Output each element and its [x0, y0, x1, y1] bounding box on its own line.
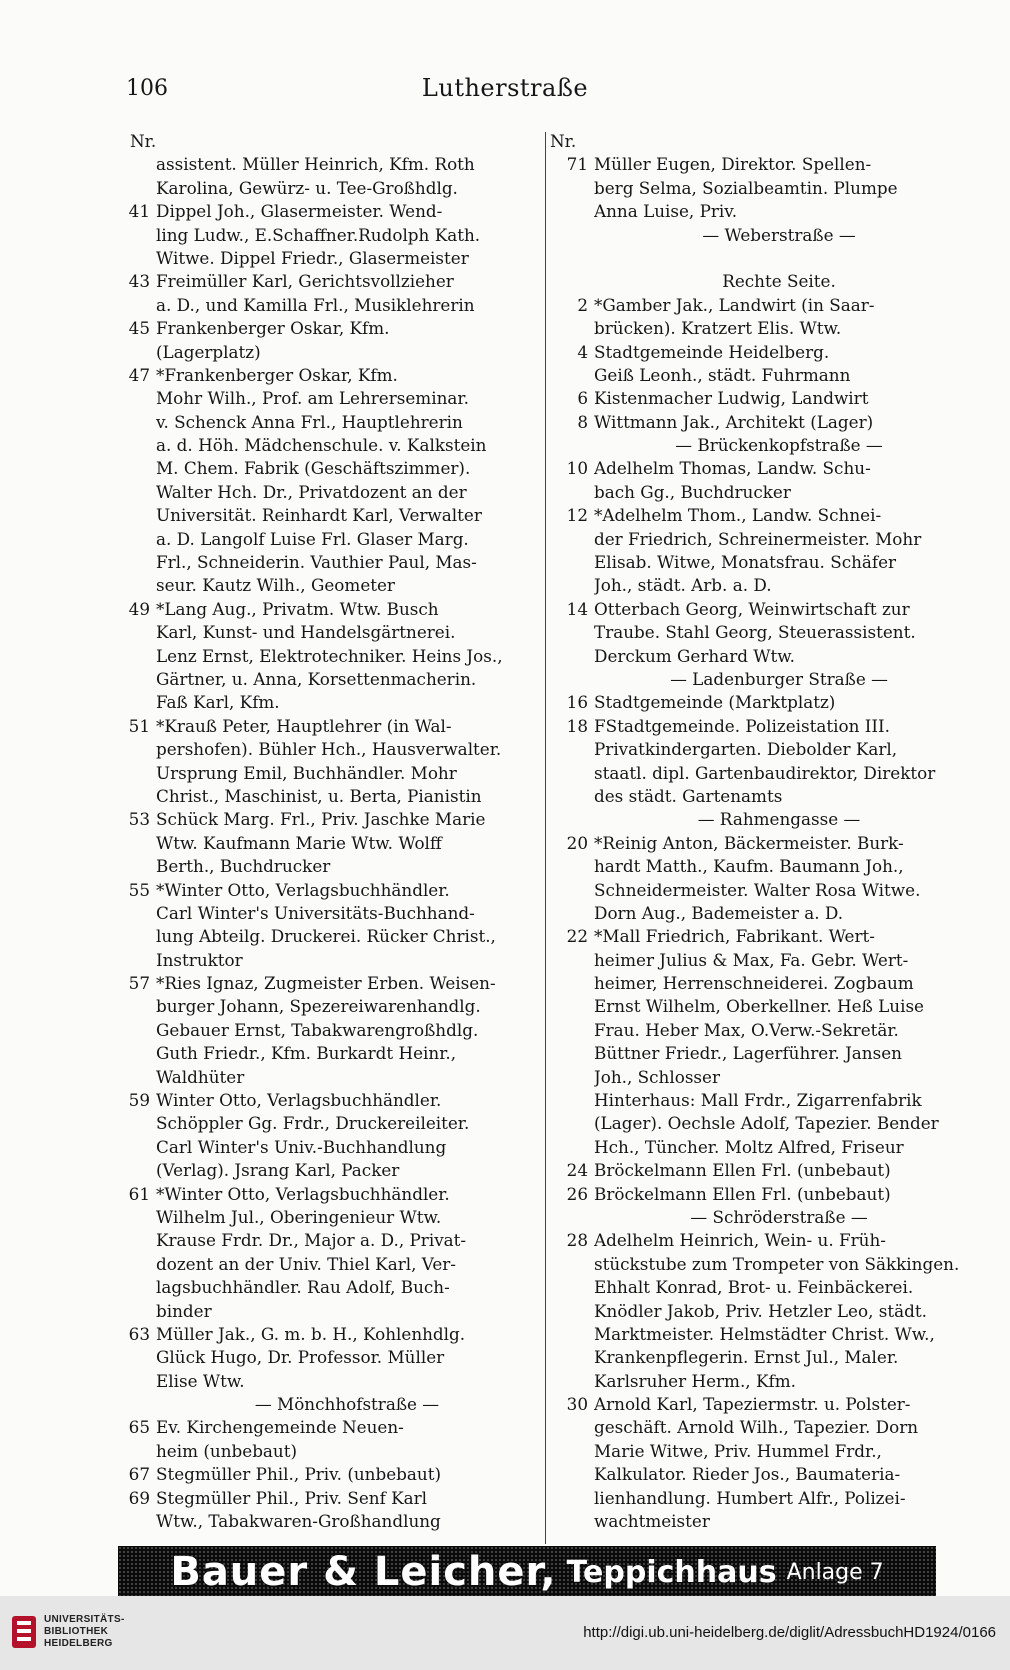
directory-row	[116, 1346, 538, 1369]
entry-text: Bröckelmann Ellen Frl. (unbebaut)	[594, 1160, 891, 1181]
directory-row	[550, 1393, 964, 1416]
entry-text: *Winter Otto, Verlagsbuchhändler.	[156, 1183, 450, 1204]
advertisement-banner	[118, 1546, 936, 1598]
directory-row	[550, 1346, 964, 1369]
entry-text: Ehhalt Konrad, Brot- u. Feinbäckerei.	[594, 1277, 914, 1298]
entry-text: Krankenpflegerin. Ernst Jul., Maler.	[594, 1347, 899, 1368]
directory-row	[550, 387, 964, 410]
directory-row	[116, 879, 538, 902]
entry-text: Karolina, Gewürz- u. Tee-Großhdlg.	[156, 177, 458, 198]
entry-text: Müller Jak., G. m. b. H., Kohlenhdlg.	[156, 1323, 466, 1344]
directory-row	[550, 1229, 964, 1252]
entry-text: Schöppler Gg. Frdr., Druckereileiter.	[156, 1113, 470, 1134]
directory-row	[550, 574, 964, 597]
directory-row	[550, 1159, 964, 1182]
directory-row	[550, 551, 964, 574]
directory-row	[550, 247, 964, 270]
street-heading	[116, 1393, 538, 1416]
entry-text: *Frankenberger Oskar, Kfm.	[156, 364, 398, 385]
directory-row	[116, 1463, 538, 1486]
entry-text: Hinterhaus: Mall Frdr., Zigarrenfabrik	[594, 1090, 922, 1111]
house-number: 12	[566, 505, 588, 526]
entry-text: Carl Winter's Univ.-Buchhandlung	[156, 1136, 447, 1157]
directory-row	[116, 200, 538, 223]
entry-text: Guth Friedr., Kfm. Burkardt Heinr.,	[156, 1043, 457, 1064]
entry-text: — Mönchhofstraße —	[254, 1394, 440, 1415]
entry-text: Elisab. Witwe, Monatsfrau. Schäfer	[594, 552, 897, 573]
permalink-url[interactable]: http://digi.ub.uni-heidelberg.de/diglit/AdressbuchHD1924/0166	[583, 1624, 996, 1641]
house-number: 20	[566, 832, 588, 853]
entry-text: burger Johann, Spezereiwarenhandlg.	[156, 996, 481, 1017]
university-library-logo-icon	[10, 1612, 38, 1652]
house-number: 10	[566, 458, 588, 479]
directory-row	[116, 668, 538, 691]
entry-text: Ernst Wilhelm, Oberkellner. Heß Luise	[594, 996, 924, 1017]
entry-text: Gärtner, u. Anna, Korsettenmacherin.	[156, 668, 477, 689]
directory-row	[550, 1463, 964, 1486]
house-number: 49	[128, 598, 150, 619]
house-number: 55	[128, 879, 150, 900]
directory-row	[550, 925, 964, 948]
directory-row	[116, 738, 538, 761]
entry-text: *Krauß Peter, Hauptlehrer (in Wal-	[156, 715, 452, 736]
entry-text: Privatkindergarten. Diebolder Karl,	[594, 739, 898, 760]
entry-text: v. Schenck Anna Frl., Hauptlehrerin	[156, 411, 463, 432]
entry-text: Lenz Ernst, Elektrotechniker. Heins Jos.,	[156, 645, 503, 666]
entry-text: Joh., Schlosser	[594, 1066, 720, 1087]
directory-row	[116, 902, 538, 925]
entry-text: des städt. Gartenamts	[594, 785, 783, 806]
entry-text: Stegmüller Phil., Priv. Senf Karl	[156, 1487, 428, 1508]
directory-row	[116, 1510, 538, 1533]
entry-text: Knödler Jakob, Priv. Hetzler Leo, städt.	[594, 1300, 927, 1321]
entry-text: Universität. Reinhardt Karl, Verwalter	[156, 505, 482, 526]
directory-row	[550, 598, 964, 621]
entry-text: Traube. Stahl Georg, Steuerassistent.	[594, 622, 916, 643]
entry-text: bach Gg., Buchdrucker	[594, 481, 791, 502]
directory-row	[116, 832, 538, 855]
directory-row	[116, 598, 538, 621]
entry-text: *Adelhelm Thom., Landw. Schnei-	[594, 505, 882, 526]
directory-row	[116, 247, 538, 270]
entry-text: — Rahmengasse —	[697, 809, 861, 830]
entry-text: Joh., städt. Arb. a. D.	[594, 575, 772, 596]
directory-row	[116, 1089, 538, 1112]
column-header	[116, 130, 538, 153]
entry-text: wachtmeister	[594, 1511, 710, 1532]
directory-row	[116, 995, 538, 1018]
entry-text: hardt Matth., Kaufm. Baumann Joh.,	[594, 856, 904, 877]
column-header	[550, 130, 964, 153]
house-number: 43	[128, 271, 150, 292]
directory-row	[550, 504, 964, 527]
directory-row	[116, 621, 538, 644]
entry-text: Faß Karl, Kfm.	[156, 692, 280, 713]
house-number: 4	[577, 341, 588, 362]
directory-row	[116, 1066, 538, 1089]
house-number: 51	[128, 715, 150, 736]
entry-text: Witwe. Dippel Friedr., Glasermeister	[156, 247, 469, 268]
entry-text: Frl., Schneiderin. Vauthier Paul, Mas-	[156, 552, 477, 573]
entry-text: lung Abteilg. Druckerei. Rücker Christ.,	[156, 926, 496, 947]
directory-row	[116, 1019, 538, 1042]
directory-row	[550, 1066, 964, 1089]
directory-row	[550, 738, 964, 761]
entry-text: heimer, Herrenschneiderei. Zogbaum	[594, 973, 914, 994]
entry-text: Müller Eugen, Direktor. Spellen-	[594, 154, 872, 175]
entry-text: Elise Wtw.	[156, 1370, 245, 1391]
entry-text: Schück Marg. Frl., Priv. Jaschke Marie	[156, 809, 486, 830]
house-number: 6	[577, 388, 588, 409]
entry-text: *Lang Aug., Privatm. Wtw. Busch	[156, 598, 439, 619]
entry-text: Dorn Aug., Bademeister a. D.	[594, 902, 844, 923]
street-heading	[550, 668, 964, 691]
directory-row	[550, 1416, 964, 1439]
directory-row	[116, 1159, 538, 1182]
entry-text: Schneidermeister. Walter Rosa Witwe.	[594, 879, 921, 900]
house-number: 30	[566, 1394, 588, 1415]
house-number: 41	[128, 201, 150, 222]
entry-text: Hch., Tüncher. Moltz Alfred, Friseur	[594, 1136, 904, 1157]
directory-row	[550, 1253, 964, 1276]
house-number: 57	[128, 973, 150, 994]
directory-row	[116, 457, 538, 480]
house-number: 26	[566, 1183, 588, 1204]
entry-text: *Reinig Anton, Bäckermeister. Burk-	[594, 832, 904, 853]
column-divider	[545, 132, 546, 1544]
entry-text: Ev. Kirchengemeinde Neuen-	[156, 1417, 404, 1438]
entry-text: Freimüller Karl, Gerichtsvollzieher	[156, 271, 454, 292]
directory-row	[116, 411, 538, 434]
directory-row	[116, 691, 538, 714]
entry-text: — Ladenburger Straße —	[670, 668, 888, 689]
entry-text: der Friedrich, Schreinermeister. Mohr	[594, 528, 922, 549]
house-number: 63	[128, 1323, 150, 1344]
house-number: 65	[128, 1417, 150, 1438]
house-number: 45	[128, 318, 150, 339]
entry-text: Adelhelm Heinrich, Wein- u. Früh-	[594, 1230, 886, 1251]
entry-text: Kalkulator. Rieder Jos., Baumateria-	[594, 1464, 901, 1485]
directory-row	[116, 715, 538, 738]
house-number: 24	[566, 1160, 588, 1181]
directory-row	[550, 972, 964, 995]
directory-row	[550, 294, 964, 317]
house-number: 28	[566, 1230, 588, 1251]
entry-text: berg Selma, Sozialbeamtin. Plumpe	[594, 177, 898, 198]
left-column	[116, 130, 538, 1533]
entry-text: — Weberstraße —	[702, 224, 856, 245]
directory-row	[116, 855, 538, 878]
entry-text: *Winter Otto, Verlagsbuchhändler.	[156, 879, 450, 900]
entry-text: FStadtgemeinde. Polizeistation III.	[594, 715, 890, 736]
entry-text: Anna Luise, Priv.	[594, 201, 738, 222]
directory-row	[550, 411, 964, 434]
entry-text: Karlsruher Herm., Kfm.	[594, 1370, 796, 1391]
directory-row	[116, 645, 538, 668]
directory-row	[550, 341, 964, 364]
directory-row	[550, 995, 964, 1018]
entry-text: Frankenberger Oskar, Kfm.	[156, 318, 390, 339]
library-line-2: BIBLIOTHEK	[44, 1626, 109, 1637]
entry-text: (Verlag). Jsrang Karl, Packer	[156, 1160, 400, 1181]
entry-text: *Mall Friedrich, Fabrikant. Wert-	[594, 926, 875, 947]
entry-text: stückstube zum Trompeter von Säkkingen.	[594, 1253, 960, 1274]
directory-row	[550, 1300, 964, 1323]
street-heading	[550, 1206, 964, 1229]
directory-row	[116, 317, 538, 340]
entry-text: Carl Winter's Universitäts-Buchhand-	[156, 902, 475, 923]
entry-text: Büttner Friedr., Lagerführer. Jansen	[594, 1043, 902, 1064]
directory-row	[550, 364, 964, 387]
entry-text: Otterbach Georg, Weinwirtschaft zur	[594, 598, 910, 619]
entry-text: Wittmann Jak., Architekt (Lager)	[594, 411, 874, 432]
directory-row	[550, 1183, 964, 1206]
entry-text: (Lager). Oechsle Adolf, Tapezier. Bender	[594, 1113, 939, 1134]
directory-row	[116, 785, 538, 808]
entry-text: M. Chem. Fabrik (Geschäftszimmer).	[156, 458, 471, 479]
entry-text: — Schröderstraße —	[690, 1206, 868, 1227]
directory-row	[116, 1136, 538, 1159]
entry-text: ling Ludw., E.Schaffner.Rudolph Kath.	[156, 224, 481, 245]
entry-text: Ursprung Emil, Buchhändler. Mohr	[156, 762, 457, 783]
directory-row	[116, 341, 538, 364]
street-heading	[550, 434, 964, 457]
directory-row	[550, 1276, 964, 1299]
directory-row	[116, 1440, 538, 1463]
directory-row	[550, 1487, 964, 1510]
directory-row	[550, 855, 964, 878]
entry-text: geschäft. Arnold Wilh., Tapezier. Dorn	[594, 1417, 919, 1438]
directory-row	[116, 1487, 538, 1510]
street-heading	[550, 270, 964, 293]
entry-text: (Lagerplatz)	[156, 341, 261, 362]
directory-row	[116, 1276, 538, 1299]
entry-text: Rechte Seite.	[722, 271, 836, 292]
entry-text: Marie Witwe, Priv. Hummel Frdr.,	[594, 1440, 882, 1461]
directory-row	[550, 1042, 964, 1065]
directory-row	[116, 224, 538, 247]
entry-text: Geiß Leonh., städt. Fuhrmann	[594, 364, 851, 385]
directory-row	[116, 270, 538, 293]
entry-text: a. d. Höh. Mädchenschule. v. Kalkstein	[156, 435, 487, 456]
library-name	[44, 1614, 125, 1650]
entry-text: Wtw. Kaufmann Marie Wtw. Wolff	[156, 832, 442, 853]
entry-text: Glück Hugo, Dr. Professor. Müller	[156, 1347, 445, 1368]
entry-text: — Brückenkopfstraße —	[675, 435, 883, 456]
directory-row	[550, 879, 964, 902]
directory-row	[550, 1323, 964, 1346]
directory-row	[550, 1440, 964, 1463]
entry-text: Instruktor	[156, 949, 243, 970]
directory-row	[116, 949, 538, 972]
entry-text: a. D. Langolf Luise Frl. Glaser Marg.	[156, 528, 469, 549]
directory-row	[116, 925, 538, 948]
entry-text: Stadtgemeinde Heidelberg.	[594, 341, 830, 362]
directory-row	[550, 949, 964, 972]
directory-row	[116, 528, 538, 551]
entry-text: Mohr Wilh., Prof. am Lehrerseminar.	[156, 388, 469, 409]
directory-row	[116, 808, 538, 831]
directory-row	[116, 551, 538, 574]
entry-text: heim (unbebaut)	[156, 1440, 298, 1461]
directory-row	[116, 294, 538, 317]
entry-text: Walter Hch. Dr., Privatdozent an der	[156, 481, 467, 502]
directory-row	[116, 504, 538, 527]
directory-row	[550, 1510, 964, 1533]
directory-row	[550, 177, 964, 200]
directory-row	[550, 902, 964, 925]
entry-text: brücken). Kratzert Elis. Wtw.	[594, 318, 842, 339]
directory-row	[550, 691, 964, 714]
house-number: 18	[566, 715, 588, 736]
page-number: 106	[126, 76, 168, 101]
house-number: 61	[128, 1183, 150, 1204]
directory-row	[550, 762, 964, 785]
entry-text: lienhandlung. Humbert Alfr., Polizei-	[594, 1487, 906, 1508]
entry-text: Dippel Joh., Glasermeister. Wend-	[156, 201, 443, 222]
directory-row	[550, 317, 964, 340]
street-heading	[550, 224, 964, 247]
directory-row	[550, 785, 964, 808]
house-number: 67	[128, 1464, 150, 1485]
entry-text: Kistenmacher Ludwig, Landwirt	[594, 388, 869, 409]
entry-text: *Ries Ignaz, Zugmeister Erben. Weisen-	[156, 973, 496, 994]
entry-text: Stadtgemeinde (Marktplatz)	[594, 692, 836, 713]
directory-row	[116, 1206, 538, 1229]
directory-row	[116, 153, 538, 176]
directory-row	[116, 1416, 538, 1439]
directory-row	[116, 1370, 538, 1393]
directory-row	[116, 1042, 538, 1065]
entry-text: Berth., Buchdrucker	[156, 856, 331, 877]
entry-text: seur. Kautz Wilh., Geometer	[156, 575, 395, 596]
entry-text: Gebauer Ernst, Tabakwarengroßhdlg.	[156, 1019, 479, 1040]
house-number: 69	[128, 1487, 150, 1508]
house-number: 59	[128, 1090, 150, 1111]
directory-row	[550, 1112, 964, 1135]
entry-text: *Gamber Jak., Landwirt (in Saar-	[594, 294, 875, 315]
directory-row	[550, 153, 964, 176]
directory-row	[550, 621, 964, 644]
entry-text: assistent. Müller Heinrich, Kfm. Roth	[156, 154, 475, 175]
directory-row	[116, 1112, 538, 1135]
directory-row	[550, 200, 964, 223]
directory-row	[116, 1253, 538, 1276]
directory-row	[550, 1370, 964, 1393]
house-number: 14	[566, 598, 588, 619]
directory-row	[550, 457, 964, 480]
directory-row	[116, 972, 538, 995]
entry-text: pershofen). Bühler Hch., Hausverwalter.	[156, 739, 502, 760]
house-number: Nr.	[550, 131, 577, 151]
entry-text: Marktmeister. Helmstädter Christ. Ww.,	[594, 1323, 935, 1344]
library-line-3: HEIDELBERG	[44, 1638, 113, 1649]
house-number: 71	[566, 154, 588, 175]
street-heading	[550, 808, 964, 831]
right-column	[550, 130, 964, 1533]
library-line-1: UNIVERSITÄTS-	[44, 1614, 125, 1625]
entry-text: Krause Frdr. Dr., Major a. D., Privat-	[156, 1230, 467, 1251]
directory-row	[116, 177, 538, 200]
entry-text: Bröckelmann Ellen Frl. (unbebaut)	[594, 1183, 891, 1204]
entry-text: Wtw., Tabakwaren-Großhandlung	[156, 1511, 441, 1532]
directory-row	[116, 762, 538, 785]
directory-row	[550, 1019, 964, 1042]
directory-row	[550, 481, 964, 504]
directory-row	[116, 364, 538, 387]
house-number: 47	[128, 364, 150, 385]
directory-row	[116, 1323, 538, 1346]
directory-row	[550, 528, 964, 551]
entry-text: heimer Julius & Max, Fa. Gebr. Wert-	[594, 949, 909, 970]
ad-main-text: Bauer & Leicher,	[170, 1549, 557, 1595]
directory-row	[550, 1089, 964, 1112]
house-number: 8	[577, 411, 588, 432]
house-number: 22	[566, 926, 588, 947]
entry-text: Waldhüter	[156, 1066, 245, 1087]
page-title: Lutherstraße	[421, 74, 589, 102]
directory-row	[550, 715, 964, 738]
entry-text: Stegmüller Phil., Priv. (unbebaut)	[156, 1464, 442, 1485]
entry-text: binder	[156, 1300, 212, 1321]
ad-sub-text: Teppichhaus	[566, 1554, 777, 1590]
entry-text: lagsbuchhändler. Rau Adolf, Buch-	[156, 1277, 450, 1298]
viewer-footer	[0, 1596, 1010, 1670]
entry-text: Arnold Karl, Tapeziermstr. u. Polster-	[594, 1394, 911, 1415]
entry-text: Winter Otto, Verlagsbuchhändler.	[156, 1090, 442, 1111]
directory-row	[116, 387, 538, 410]
entry-text: staatl. dipl. Gartenbaudirektor, Direktor	[594, 762, 936, 783]
house-number: 53	[128, 809, 150, 830]
entry-text: Derckum Gerhard Wtw.	[594, 645, 795, 666]
entry-text: a. D., und Kamilla Frl., Musiklehrerin	[156, 294, 475, 315]
directory-row	[116, 434, 538, 457]
house-number: Nr.	[130, 131, 157, 151]
directory-row	[116, 574, 538, 597]
entry-text: dozent an der Univ. Thiel Karl, Ver-	[156, 1253, 456, 1274]
entry-text: Frau. Heber Max, O.Verw.-Sekretär.	[594, 1019, 899, 1040]
directory-row	[116, 1183, 538, 1206]
ad-note: Anlage 7	[786, 1559, 884, 1585]
directory-row	[550, 1136, 964, 1159]
house-number: 2	[577, 294, 588, 315]
entry-text: Christ., Maschinist, u. Berta, Pianistin	[156, 785, 482, 806]
directory-row	[116, 481, 538, 504]
directory-row	[550, 832, 964, 855]
entry-text: Karl, Kunst- und Handelsgärtnerei.	[156, 622, 456, 643]
directory-row	[550, 645, 964, 668]
house-number: 16	[566, 692, 588, 713]
entry-text: Wilhelm Jul., Oberingenieur Wtw.	[156, 1206, 442, 1227]
entry-text: Adelhelm Thomas, Landw. Schu-	[594, 458, 871, 479]
directory-row	[116, 1300, 538, 1323]
directory-row	[116, 1229, 538, 1252]
